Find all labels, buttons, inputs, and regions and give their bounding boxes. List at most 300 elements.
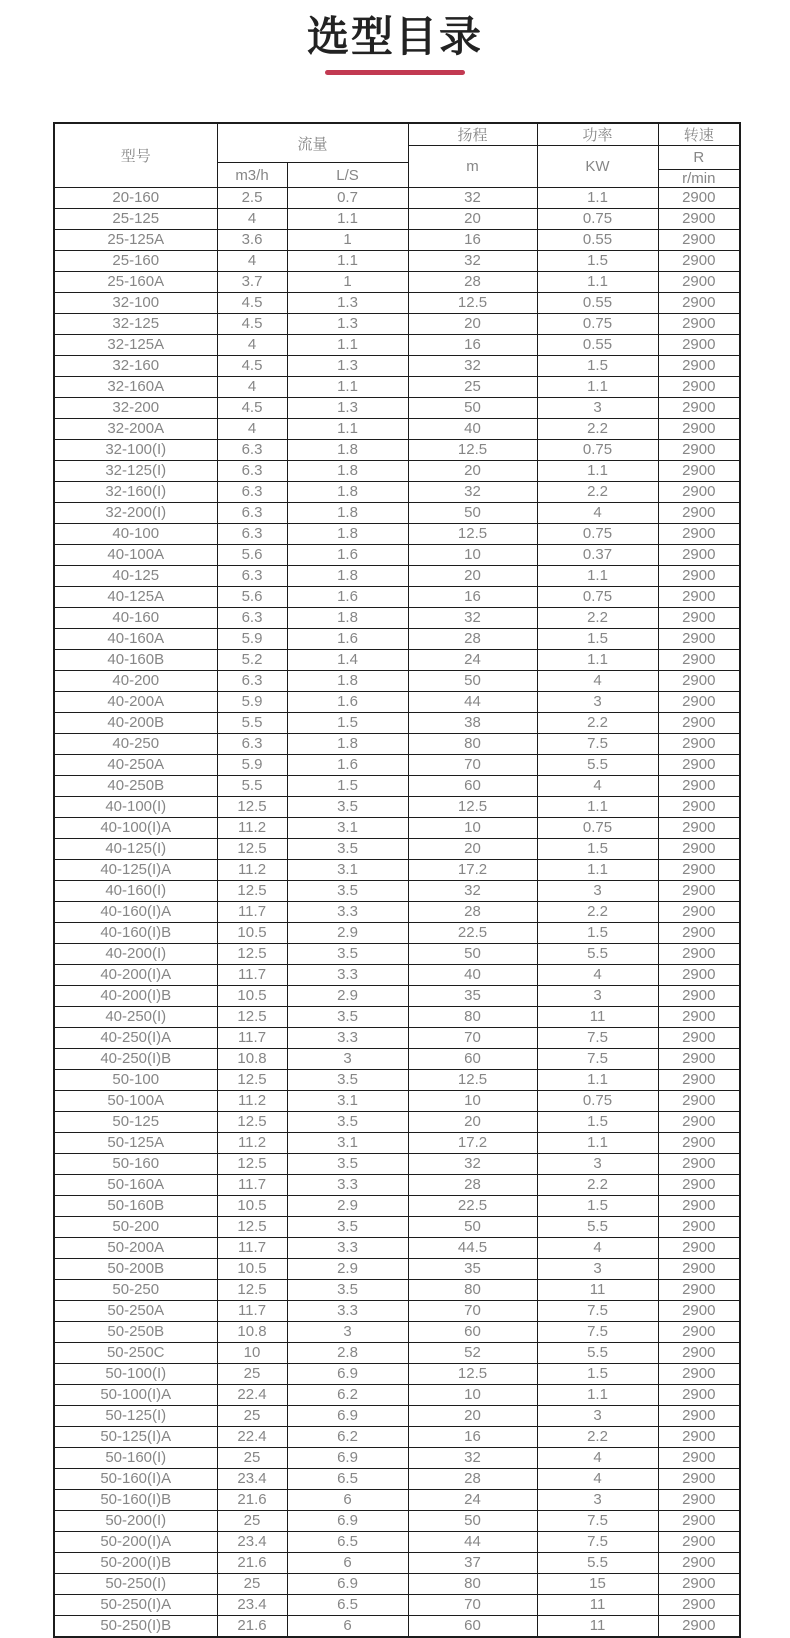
cell-power-kw: 7.5 bbox=[537, 1301, 658, 1322]
cell-speed-rpm: 2900 bbox=[658, 1511, 740, 1532]
table-row bbox=[54, 398, 740, 419]
cell-flow-ls: 3.5 bbox=[287, 1070, 408, 1091]
cell-model: 50-160A bbox=[54, 1175, 217, 1196]
cell-flow-m3h: 4.5 bbox=[217, 314, 287, 335]
cell-model: 32-200(I) bbox=[54, 503, 217, 524]
cell-flow-m3h: 25 bbox=[217, 1574, 287, 1595]
cell-speed-rpm: 2900 bbox=[658, 818, 740, 839]
cell-flow-ls: 3.1 bbox=[287, 1091, 408, 1112]
cell-model: 50-100(I) bbox=[54, 1364, 217, 1385]
cell-flow-ls: 1.1 bbox=[287, 335, 408, 356]
cell-model: 32-100(I) bbox=[54, 440, 217, 461]
cell-power-kw: 4 bbox=[537, 965, 658, 986]
cell-flow-ls: 3.1 bbox=[287, 1133, 408, 1154]
table-row bbox=[54, 986, 740, 1007]
cell-model: 32-160(I) bbox=[54, 482, 217, 503]
cell-power-kw: 0.75 bbox=[537, 440, 658, 461]
cell-head-m: 38 bbox=[408, 713, 537, 734]
cell-head-m: 20 bbox=[408, 1112, 537, 1133]
cell-model: 40-160 bbox=[54, 608, 217, 629]
cell-power-kw: 0.75 bbox=[537, 209, 658, 230]
cell-flow-m3h: 25 bbox=[217, 1406, 287, 1427]
cell-head-m: 50 bbox=[408, 671, 537, 692]
cell-flow-ls: 2.9 bbox=[287, 1196, 408, 1217]
cell-power-kw: 5.5 bbox=[537, 755, 658, 776]
table-row bbox=[54, 1511, 740, 1532]
cell-power-kw: 0.75 bbox=[537, 524, 658, 545]
cell-model: 50-125 bbox=[54, 1112, 217, 1133]
cell-flow-ls: 1.3 bbox=[287, 293, 408, 314]
cell-power-kw: 1.5 bbox=[537, 1364, 658, 1385]
cell-speed-rpm: 2900 bbox=[658, 1406, 740, 1427]
cell-flow-ls: 6.2 bbox=[287, 1427, 408, 1448]
cell-speed-rpm: 2900 bbox=[658, 671, 740, 692]
cell-flow-ls: 1.5 bbox=[287, 713, 408, 734]
table-row bbox=[54, 818, 740, 839]
table-row bbox=[54, 1427, 740, 1448]
cell-power-kw: 7.5 bbox=[537, 1511, 658, 1532]
cell-speed-rpm: 2900 bbox=[658, 608, 740, 629]
cell-model: 50-200(I)B bbox=[54, 1553, 217, 1574]
cell-model: 50-200A bbox=[54, 1238, 217, 1259]
cell-model: 40-125(I)A bbox=[54, 860, 217, 881]
cell-flow-ls: 1.5 bbox=[287, 776, 408, 797]
cell-head-m: 32 bbox=[408, 881, 537, 902]
cell-flow-ls: 6.9 bbox=[287, 1448, 408, 1469]
table-row bbox=[54, 335, 740, 356]
cell-head-m: 80 bbox=[408, 1280, 537, 1301]
cell-head-m: 50 bbox=[408, 1511, 537, 1532]
cell-model: 40-160(I)B bbox=[54, 923, 217, 944]
cell-flow-m3h: 3.6 bbox=[217, 230, 287, 251]
cell-head-m: 25 bbox=[408, 377, 537, 398]
cell-flow-ls: 3.3 bbox=[287, 1175, 408, 1196]
table-row bbox=[54, 734, 740, 755]
table-row bbox=[54, 1028, 740, 1049]
cell-flow-ls: 3.5 bbox=[287, 1154, 408, 1175]
cell-model: 40-250B bbox=[54, 776, 217, 797]
cell-power-kw: 2.2 bbox=[537, 902, 658, 923]
cell-power-kw: 3 bbox=[537, 1490, 658, 1511]
cell-power-kw: 11 bbox=[537, 1007, 658, 1028]
cell-power-kw: 2.2 bbox=[537, 1175, 658, 1196]
cell-flow-m3h: 12.5 bbox=[217, 1112, 287, 1133]
cell-power-kw: 1.5 bbox=[537, 923, 658, 944]
cell-flow-ls: 3.3 bbox=[287, 1301, 408, 1322]
cell-power-kw: 1.5 bbox=[537, 839, 658, 860]
cell-speed-rpm: 2900 bbox=[658, 713, 740, 734]
table-row bbox=[54, 377, 740, 398]
cell-head-m: 20 bbox=[408, 839, 537, 860]
cell-power-kw: 0.55 bbox=[537, 293, 658, 314]
cell-power-kw: 0.55 bbox=[537, 335, 658, 356]
cell-head-m: 50 bbox=[408, 944, 537, 965]
cell-model: 50-160(I)A bbox=[54, 1469, 217, 1490]
table-row bbox=[54, 1574, 740, 1595]
cell-speed-rpm: 2900 bbox=[658, 860, 740, 881]
table-row bbox=[54, 503, 740, 524]
cell-power-kw: 3 bbox=[537, 1259, 658, 1280]
cell-head-m: 28 bbox=[408, 1175, 537, 1196]
cell-power-kw: 4 bbox=[537, 1469, 658, 1490]
cell-speed-rpm: 2900 bbox=[658, 1070, 740, 1091]
cell-flow-m3h: 22.4 bbox=[217, 1427, 287, 1448]
cell-power-kw: 3 bbox=[537, 1154, 658, 1175]
table-row bbox=[54, 692, 740, 713]
cell-flow-m3h: 12.5 bbox=[217, 1007, 287, 1028]
cell-flow-m3h: 6.3 bbox=[217, 566, 287, 587]
cell-power-kw: 2.2 bbox=[537, 482, 658, 503]
cell-head-m: 60 bbox=[408, 1049, 537, 1070]
cell-model: 40-200 bbox=[54, 671, 217, 692]
cell-speed-rpm: 2900 bbox=[658, 1112, 740, 1133]
cell-head-m: 12.5 bbox=[408, 524, 537, 545]
cell-model: 40-250(I)A bbox=[54, 1028, 217, 1049]
cell-power-kw: 0.37 bbox=[537, 545, 658, 566]
cell-flow-m3h: 12.5 bbox=[217, 944, 287, 965]
cell-flow-ls: 3.3 bbox=[287, 1028, 408, 1049]
cell-head-m: 16 bbox=[408, 230, 537, 251]
cell-speed-rpm: 2900 bbox=[658, 272, 740, 293]
cell-flow-ls: 0.7 bbox=[287, 188, 408, 209]
cell-speed-rpm: 2900 bbox=[658, 230, 740, 251]
cell-flow-m3h: 21.6 bbox=[217, 1616, 287, 1638]
cell-flow-m3h: 4 bbox=[217, 251, 287, 272]
cell-flow-ls: 3.3 bbox=[287, 902, 408, 923]
table-row bbox=[54, 1343, 740, 1364]
table-row bbox=[54, 1259, 740, 1280]
cell-head-m: 60 bbox=[408, 1322, 537, 1343]
cell-speed-rpm: 2900 bbox=[658, 902, 740, 923]
cell-power-kw: 2.2 bbox=[537, 713, 658, 734]
title-block bbox=[0, 0, 790, 75]
table-row bbox=[54, 1532, 740, 1553]
cell-power-kw: 1.1 bbox=[537, 1070, 658, 1091]
cell-flow-m3h: 4 bbox=[217, 419, 287, 440]
cell-head-m: 22.5 bbox=[408, 923, 537, 944]
cell-model: 20-160 bbox=[54, 188, 217, 209]
cell-power-kw: 11 bbox=[537, 1616, 658, 1638]
cell-flow-m3h: 6.3 bbox=[217, 461, 287, 482]
table-row bbox=[54, 629, 740, 650]
cell-flow-ls: 6.5 bbox=[287, 1595, 408, 1616]
cell-flow-m3h: 6.3 bbox=[217, 671, 287, 692]
cell-model: 40-160(I)A bbox=[54, 902, 217, 923]
cell-flow-m3h: 4.5 bbox=[217, 398, 287, 419]
cell-model: 50-250C bbox=[54, 1343, 217, 1364]
cell-model: 40-100 bbox=[54, 524, 217, 545]
cell-flow-m3h: 2.5 bbox=[217, 188, 287, 209]
cell-flow-ls: 1.8 bbox=[287, 482, 408, 503]
cell-head-m: 20 bbox=[408, 1406, 537, 1427]
header-flow-ls: L/S bbox=[287, 163, 408, 188]
cell-model: 40-160(I) bbox=[54, 881, 217, 902]
cell-speed-rpm: 2900 bbox=[658, 1448, 740, 1469]
cell-flow-ls: 1.3 bbox=[287, 314, 408, 335]
cell-head-m: 12.5 bbox=[408, 293, 537, 314]
table-row bbox=[54, 1217, 740, 1238]
cell-head-m: 12.5 bbox=[408, 1364, 537, 1385]
cell-power-kw: 11 bbox=[537, 1280, 658, 1301]
cell-model: 50-200(I)A bbox=[54, 1532, 217, 1553]
table-header bbox=[54, 123, 740, 188]
cell-flow-m3h: 21.6 bbox=[217, 1490, 287, 1511]
cell-power-kw: 3 bbox=[537, 1406, 658, 1427]
header-speed: 转速 bbox=[658, 123, 740, 146]
cell-power-kw: 4 bbox=[537, 503, 658, 524]
cell-flow-m3h: 11.2 bbox=[217, 818, 287, 839]
cell-flow-m3h: 5.9 bbox=[217, 629, 287, 650]
cell-head-m: 17.2 bbox=[408, 860, 537, 881]
cell-flow-ls: 3.5 bbox=[287, 1217, 408, 1238]
cell-power-kw: 1.1 bbox=[537, 377, 658, 398]
cell-speed-rpm: 2900 bbox=[658, 1049, 740, 1070]
header-head: 扬程 bbox=[408, 123, 537, 146]
cell-model: 25-125 bbox=[54, 209, 217, 230]
cell-power-kw: 1.1 bbox=[537, 566, 658, 587]
cell-head-m: 28 bbox=[408, 1469, 537, 1490]
cell-flow-ls: 6.5 bbox=[287, 1532, 408, 1553]
cell-flow-ls: 1.8 bbox=[287, 608, 408, 629]
cell-flow-ls: 6.2 bbox=[287, 1385, 408, 1406]
cell-head-m: 35 bbox=[408, 1259, 537, 1280]
cell-head-m: 70 bbox=[408, 1595, 537, 1616]
cell-head-m: 16 bbox=[408, 1427, 537, 1448]
table-row bbox=[54, 524, 740, 545]
cell-flow-m3h: 12.5 bbox=[217, 797, 287, 818]
cell-speed-rpm: 2900 bbox=[658, 1595, 740, 1616]
table-row bbox=[54, 545, 740, 566]
cell-model: 32-125 bbox=[54, 314, 217, 335]
cell-head-m: 28 bbox=[408, 902, 537, 923]
cell-power-kw: 1.5 bbox=[537, 251, 658, 272]
cell-flow-m3h: 11.2 bbox=[217, 860, 287, 881]
cell-power-kw: 7.5 bbox=[537, 1049, 658, 1070]
cell-model: 50-250(I)A bbox=[54, 1595, 217, 1616]
cell-speed-rpm: 2900 bbox=[658, 986, 740, 1007]
cell-flow-ls: 1.8 bbox=[287, 461, 408, 482]
cell-speed-rpm: 2900 bbox=[658, 440, 740, 461]
cell-flow-m3h: 5.9 bbox=[217, 755, 287, 776]
cell-flow-m3h: 12.5 bbox=[217, 1217, 287, 1238]
cell-flow-m3h: 10.8 bbox=[217, 1049, 287, 1070]
cell-model: 40-200(I)B bbox=[54, 986, 217, 1007]
table-row bbox=[54, 713, 740, 734]
cell-head-m: 20 bbox=[408, 461, 537, 482]
header-model: 型号 bbox=[54, 123, 217, 188]
cell-model: 40-250(I)B bbox=[54, 1049, 217, 1070]
cell-speed-rpm: 2900 bbox=[658, 797, 740, 818]
cell-flow-ls: 1 bbox=[287, 230, 408, 251]
cell-speed-rpm: 2900 bbox=[658, 692, 740, 713]
cell-flow-m3h: 6.3 bbox=[217, 524, 287, 545]
cell-flow-m3h: 10.5 bbox=[217, 1196, 287, 1217]
cell-flow-m3h: 6.3 bbox=[217, 734, 287, 755]
cell-speed-rpm: 2900 bbox=[658, 1574, 740, 1595]
table-row bbox=[54, 314, 740, 335]
table-row bbox=[54, 1280, 740, 1301]
cell-flow-m3h: 5.9 bbox=[217, 692, 287, 713]
cell-head-m: 37 bbox=[408, 1553, 537, 1574]
table-row bbox=[54, 1238, 740, 1259]
table-row bbox=[54, 209, 740, 230]
cell-flow-m3h: 5.2 bbox=[217, 650, 287, 671]
cell-speed-rpm: 2900 bbox=[658, 377, 740, 398]
cell-flow-m3h: 11.7 bbox=[217, 1175, 287, 1196]
cell-head-m: 32 bbox=[408, 1154, 537, 1175]
table-row bbox=[54, 797, 740, 818]
cell-flow-m3h: 11.2 bbox=[217, 1091, 287, 1112]
cell-flow-ls: 1 bbox=[287, 272, 408, 293]
cell-head-m: 44 bbox=[408, 692, 537, 713]
cell-speed-rpm: 2900 bbox=[658, 251, 740, 272]
table-row bbox=[54, 1007, 740, 1028]
header-flow: 流量 bbox=[217, 123, 408, 163]
cell-flow-m3h: 11.7 bbox=[217, 1238, 287, 1259]
cell-power-kw: 5.5 bbox=[537, 1553, 658, 1574]
cell-flow-ls: 1.6 bbox=[287, 692, 408, 713]
cell-speed-rpm: 2900 bbox=[658, 1490, 740, 1511]
cell-power-kw: 0.75 bbox=[537, 314, 658, 335]
cell-speed-rpm: 2900 bbox=[658, 356, 740, 377]
cell-flow-m3h: 4 bbox=[217, 335, 287, 356]
cell-power-kw: 0.75 bbox=[537, 818, 658, 839]
cell-model: 40-100A bbox=[54, 545, 217, 566]
cell-flow-m3h: 12.5 bbox=[217, 1280, 287, 1301]
cell-power-kw: 3 bbox=[537, 881, 658, 902]
cell-head-m: 52 bbox=[408, 1343, 537, 1364]
cell-flow-ls: 6 bbox=[287, 1490, 408, 1511]
table-row bbox=[54, 1595, 740, 1616]
cell-model: 40-100(I) bbox=[54, 797, 217, 818]
cell-flow-ls: 1.8 bbox=[287, 734, 408, 755]
cell-flow-ls: 6.5 bbox=[287, 1469, 408, 1490]
cell-speed-rpm: 2900 bbox=[658, 545, 740, 566]
cell-speed-rpm: 2900 bbox=[658, 944, 740, 965]
cell-flow-m3h: 6.3 bbox=[217, 503, 287, 524]
cell-flow-ls: 6 bbox=[287, 1553, 408, 1574]
cell-power-kw: 1.1 bbox=[537, 860, 658, 881]
cell-model: 40-160B bbox=[54, 650, 217, 671]
cell-speed-rpm: 2900 bbox=[658, 839, 740, 860]
table-row bbox=[54, 1196, 740, 1217]
cell-head-m: 70 bbox=[408, 755, 537, 776]
table-row bbox=[54, 944, 740, 965]
cell-flow-m3h: 5.6 bbox=[217, 587, 287, 608]
table-row bbox=[54, 251, 740, 272]
cell-flow-ls: 1.3 bbox=[287, 356, 408, 377]
cell-model: 50-250 bbox=[54, 1280, 217, 1301]
cell-head-m: 32 bbox=[408, 251, 537, 272]
cell-head-m: 17.2 bbox=[408, 1133, 537, 1154]
table-row bbox=[54, 188, 740, 209]
cell-speed-rpm: 2900 bbox=[658, 650, 740, 671]
cell-head-m: 28 bbox=[408, 272, 537, 293]
header-head-unit: m bbox=[408, 146, 537, 188]
cell-speed-rpm: 2900 bbox=[658, 1322, 740, 1343]
cell-flow-ls: 1.6 bbox=[287, 629, 408, 650]
cell-power-kw: 7.5 bbox=[537, 1322, 658, 1343]
cell-head-m: 60 bbox=[408, 1616, 537, 1638]
cell-model: 50-160 bbox=[54, 1154, 217, 1175]
cell-speed-rpm: 2900 bbox=[658, 524, 740, 545]
cell-flow-m3h: 22.4 bbox=[217, 1385, 287, 1406]
table-row bbox=[54, 1385, 740, 1406]
cell-speed-rpm: 2900 bbox=[658, 1469, 740, 1490]
cell-head-m: 80 bbox=[408, 1574, 537, 1595]
cell-head-m: 70 bbox=[408, 1028, 537, 1049]
cell-speed-rpm: 2900 bbox=[658, 1553, 740, 1574]
cell-flow-m3h: 25 bbox=[217, 1511, 287, 1532]
cell-flow-ls: 3.5 bbox=[287, 1280, 408, 1301]
cell-power-kw: 2.2 bbox=[537, 608, 658, 629]
cell-model: 32-125A bbox=[54, 335, 217, 356]
cell-flow-ls: 2.9 bbox=[287, 1259, 408, 1280]
cell-speed-rpm: 2900 bbox=[658, 1280, 740, 1301]
cell-speed-rpm: 2900 bbox=[658, 1217, 740, 1238]
cell-power-kw: 11 bbox=[537, 1595, 658, 1616]
cell-flow-ls: 1.6 bbox=[287, 755, 408, 776]
cell-flow-m3h: 6.3 bbox=[217, 608, 287, 629]
cell-flow-m3h: 23.4 bbox=[217, 1532, 287, 1553]
cell-flow-m3h: 3.7 bbox=[217, 272, 287, 293]
table-row bbox=[54, 881, 740, 902]
cell-speed-rpm: 2900 bbox=[658, 1238, 740, 1259]
cell-speed-rpm: 2900 bbox=[658, 1175, 740, 1196]
cell-flow-ls: 6.9 bbox=[287, 1364, 408, 1385]
cell-flow-ls: 3.5 bbox=[287, 881, 408, 902]
cell-flow-ls: 6 bbox=[287, 1616, 408, 1638]
cell-head-m: 80 bbox=[408, 734, 537, 755]
cell-head-m: 32 bbox=[408, 1448, 537, 1469]
cell-power-kw: 1.5 bbox=[537, 1196, 658, 1217]
cell-model: 40-125A bbox=[54, 587, 217, 608]
cell-speed-rpm: 2900 bbox=[658, 1028, 740, 1049]
cell-flow-m3h: 10.8 bbox=[217, 1322, 287, 1343]
cell-head-m: 16 bbox=[408, 335, 537, 356]
cell-flow-ls: 1.1 bbox=[287, 419, 408, 440]
cell-head-m: 10 bbox=[408, 1091, 537, 1112]
cell-model: 50-100 bbox=[54, 1070, 217, 1091]
cell-model: 32-200A bbox=[54, 419, 217, 440]
cell-flow-ls: 3.3 bbox=[287, 1238, 408, 1259]
cell-speed-rpm: 2900 bbox=[658, 335, 740, 356]
table-row bbox=[54, 839, 740, 860]
cell-speed-rpm: 2900 bbox=[658, 1154, 740, 1175]
cell-flow-m3h: 5.5 bbox=[217, 713, 287, 734]
table-row bbox=[54, 1133, 740, 1154]
table-row bbox=[54, 1322, 740, 1343]
cell-power-kw: 1.1 bbox=[537, 461, 658, 482]
table-row bbox=[54, 671, 740, 692]
cell-model: 50-250B bbox=[54, 1322, 217, 1343]
cell-flow-ls: 3.5 bbox=[287, 839, 408, 860]
cell-flow-m3h: 11.7 bbox=[217, 1301, 287, 1322]
cell-power-kw: 1.5 bbox=[537, 356, 658, 377]
cell-power-kw: 1.1 bbox=[537, 797, 658, 818]
table-row bbox=[54, 356, 740, 377]
cell-flow-m3h: 4 bbox=[217, 377, 287, 398]
cell-flow-ls: 1.1 bbox=[287, 251, 408, 272]
cell-head-m: 24 bbox=[408, 650, 537, 671]
cell-speed-rpm: 2900 bbox=[658, 1196, 740, 1217]
cell-flow-ls: 1.6 bbox=[287, 545, 408, 566]
cell-flow-m3h: 23.4 bbox=[217, 1595, 287, 1616]
cell-model: 32-100 bbox=[54, 293, 217, 314]
table-row bbox=[54, 1070, 740, 1091]
cell-model: 40-250 bbox=[54, 734, 217, 755]
cell-flow-m3h: 23.4 bbox=[217, 1469, 287, 1490]
